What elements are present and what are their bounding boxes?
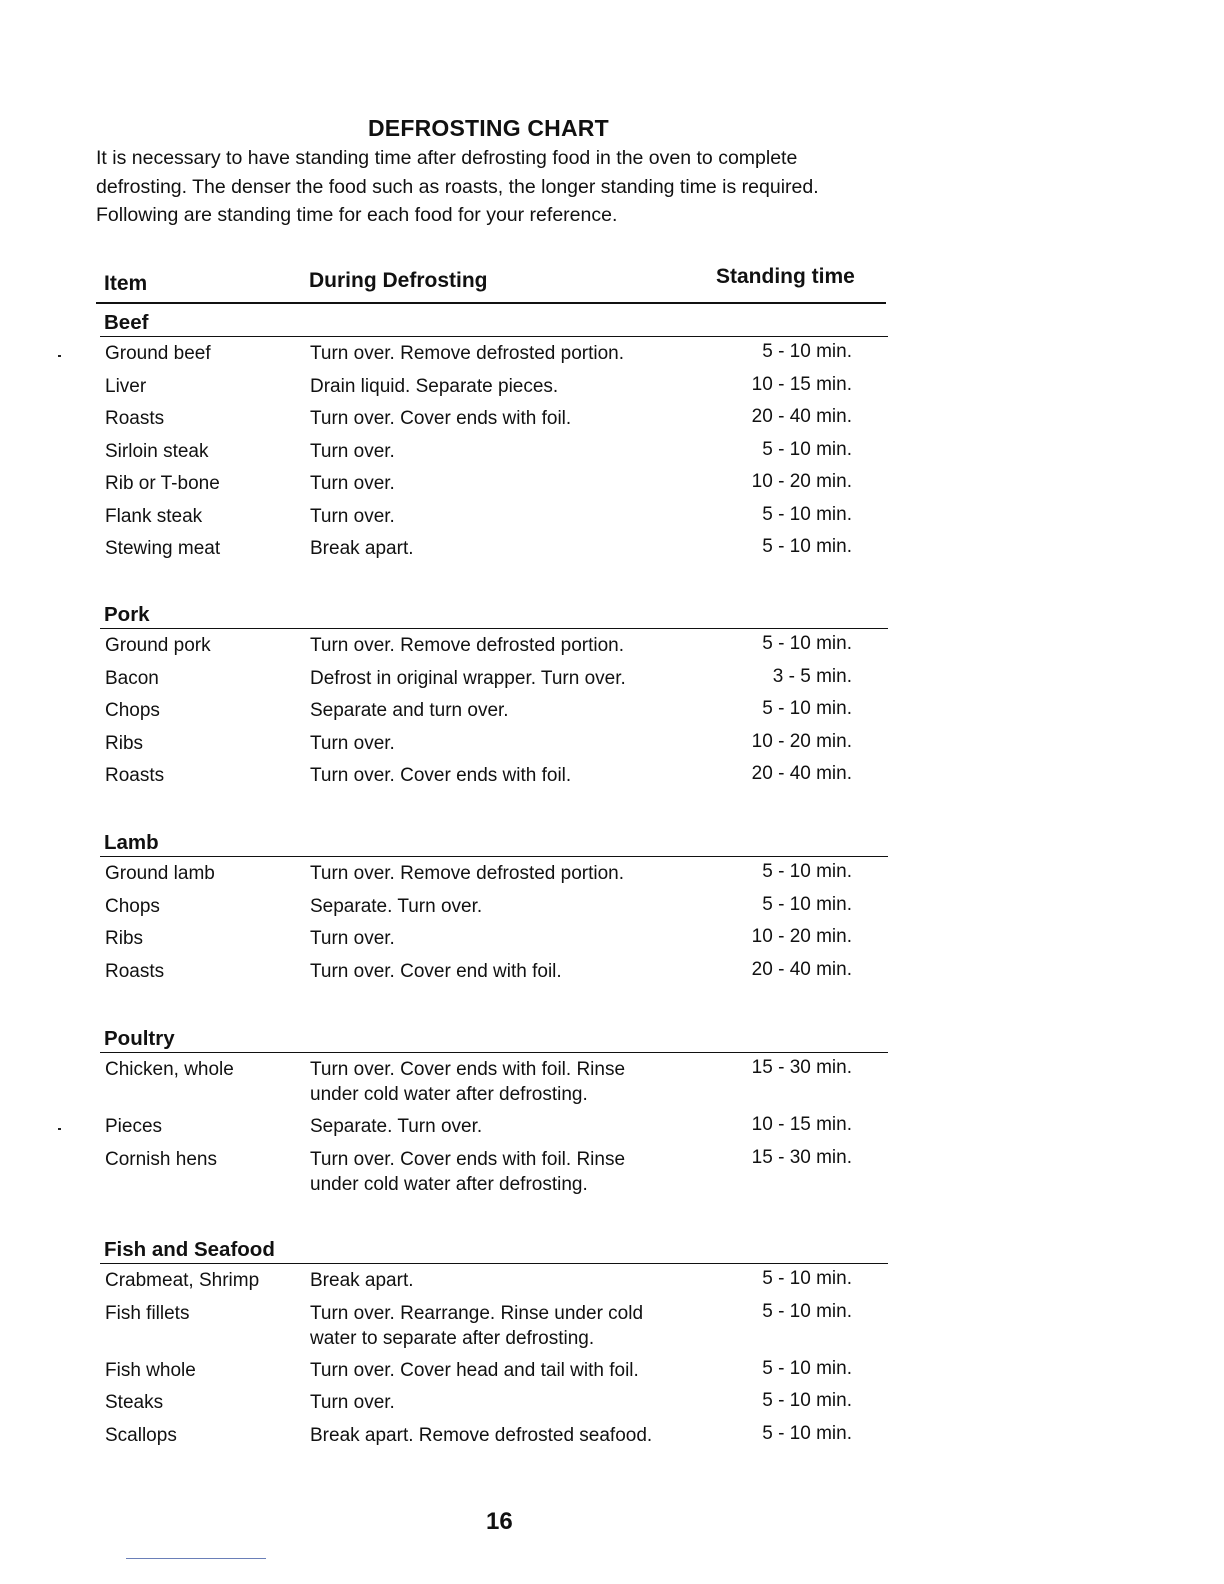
- during-defrosting-cell: [310, 763, 710, 788]
- instruction-line: Break apart.: [310, 1270, 414, 1291]
- item-cell: Roasts: [105, 408, 165, 429]
- during-defrosting-cell: [310, 471, 710, 496]
- standing-time-cell: 10 - 20 min.: [751, 471, 852, 492]
- standing-time-cell: 5 - 10 min.: [762, 893, 852, 915]
- table-row: [100, 1354, 888, 1387]
- column-headers: [96, 262, 886, 304]
- item-cell: Ribs: [105, 732, 144, 754]
- item-cell: Ribs: [105, 928, 144, 949]
- table-row: [100, 955, 888, 988]
- standing-time-cell: 5 - 10 min.: [762, 503, 852, 525]
- instruction-line: Separate and turn over.: [310, 700, 509, 721]
- item-cell: Stewing meat: [105, 538, 221, 559]
- item-cell: Rib or T-bone: [105, 473, 220, 494]
- standing-time-cell: 15 - 30 min.: [751, 1057, 852, 1078]
- during-defrosting-cell: [310, 504, 710, 529]
- during-defrosting-cell: [310, 536, 710, 561]
- intro-line: defrosting. The denser the food such as roasts, the longer standing time is required.: [96, 175, 819, 198]
- standing-time-cell: 5 - 10 min.: [762, 633, 852, 654]
- standing-time-cell: 5 - 10 min.: [762, 536, 852, 557]
- instruction-line: under cold water after defrosting.: [310, 1084, 588, 1105]
- during-defrosting-cell: [310, 341, 710, 366]
- table-row: [100, 500, 888, 533]
- item-cell: Fish fillets: [105, 1302, 190, 1324]
- item-cell: Roasts: [105, 765, 165, 786]
- instruction-line: Turn over.: [310, 1392, 395, 1413]
- standing-time-cell: 5 - 10 min.: [762, 1357, 852, 1379]
- standing-time-cell: 15 - 30 min.: [751, 1146, 852, 1168]
- instruction-line: Turn over.: [310, 440, 395, 462]
- standing-time-cell: 5 - 10 min.: [762, 698, 852, 719]
- table-row: [100, 1297, 888, 1354]
- instruction-line: Turn over. Cover ends with foil. Rinse: [310, 1148, 626, 1170]
- section-fish-and-seafood: [100, 1237, 888, 1451]
- during-defrosting-cell: [310, 926, 710, 951]
- standing-time-cell: 5 - 10 min.: [762, 861, 852, 882]
- table-row: [100, 857, 888, 890]
- instruction-line: Turn over. Remove defrosted portion.: [310, 343, 625, 364]
- table-row: [100, 727, 888, 760]
- header-standing-time: Standing time: [716, 265, 855, 288]
- item-cell: Chops: [105, 895, 160, 917]
- item-cell: Cornish hens: [105, 1148, 217, 1170]
- standing-time-cell: 20 - 40 min.: [751, 406, 852, 427]
- instruction-line: Turn over.: [310, 928, 395, 949]
- instruction-line: Turn over.: [310, 732, 395, 754]
- table-row: [100, 694, 888, 727]
- during-defrosting-cell: [310, 1147, 710, 1197]
- during-defrosting-cell: [310, 633, 710, 658]
- page-number: 16: [486, 1508, 513, 1535]
- table-row: [100, 1419, 888, 1452]
- instruction-line: Turn over. Cover end with foil.: [310, 960, 562, 982]
- instruction-line: Defrost in original wrapper. Turn over.: [310, 667, 626, 689]
- section-pork: [100, 602, 888, 792]
- standing-time-cell: 5 - 10 min.: [762, 1390, 852, 1411]
- section-poultry: [100, 1026, 888, 1200]
- instruction-line: Drain liquid. Separate pieces.: [310, 375, 559, 397]
- table-row: [100, 1143, 888, 1200]
- item-cell: Fish whole: [105, 1359, 196, 1381]
- during-defrosting-cell: [310, 1268, 710, 1293]
- table-row: [100, 662, 888, 695]
- item-cell: Pieces: [105, 1116, 163, 1137]
- standing-time-cell: 5 - 10 min.: [762, 438, 852, 460]
- section-title: Beef: [100, 310, 888, 337]
- intro-line: Following are standing time for each food for your reference.: [96, 204, 618, 226]
- item-cell: Ground beef: [105, 343, 211, 364]
- during-defrosting-cell: [310, 1114, 710, 1139]
- instruction-line: Turn over. Cover ends with foil.: [310, 765, 572, 786]
- item-cell: Ground lamb: [105, 863, 215, 884]
- during-defrosting-cell: [310, 1423, 710, 1448]
- standing-time-cell: 5 - 10 min.: [762, 1422, 852, 1444]
- standing-time-cell: 10 - 15 min.: [751, 1114, 852, 1135]
- during-defrosting-cell: [310, 439, 710, 464]
- standing-time-cell: 10 - 15 min.: [751, 373, 852, 395]
- standing-time-cell: 5 - 10 min.: [762, 1300, 852, 1322]
- during-defrosting-cell: [310, 666, 710, 691]
- standing-time-cell: 10 - 20 min.: [751, 730, 852, 752]
- instruction-line: Turn over. Cover ends with foil. Rinse: [310, 1059, 626, 1080]
- during-defrosting-cell: [310, 731, 710, 756]
- during-defrosting-cell: [310, 894, 710, 919]
- during-defrosting-cell: [310, 861, 710, 886]
- section-title: Poultry: [100, 1026, 888, 1053]
- instruction-line: Turn over. Remove defrosted portion.: [310, 863, 625, 884]
- standing-time-cell: 20 - 40 min.: [751, 763, 852, 784]
- page-title: DEFROSTING CHART: [368, 115, 609, 141]
- item-cell: Crabmeat, Shrimp: [105, 1270, 260, 1291]
- instruction-line: Turn over. Remove defrosted portion.: [310, 635, 625, 656]
- during-defrosting-cell: [310, 1390, 710, 1415]
- table-row: [100, 890, 888, 923]
- item-cell: Ground pork: [105, 635, 211, 656]
- table-row: [100, 435, 888, 468]
- item-cell: Liver: [105, 375, 147, 397]
- scan-speck: [58, 355, 61, 357]
- during-defrosting-cell: [310, 1358, 710, 1383]
- item-cell: Bacon: [105, 667, 159, 689]
- instruction-line: under cold water after defrosting.: [310, 1173, 588, 1195]
- during-defrosting-cell: [310, 1301, 710, 1351]
- section-title: Fish and Seafood: [100, 1237, 888, 1264]
- table-row: [100, 1110, 888, 1143]
- divider: [126, 1558, 266, 1559]
- table-row: [100, 337, 888, 370]
- instruction-line: Turn over. Cover head and tail with foil.: [310, 1359, 639, 1381]
- item-cell: Sirloin steak: [105, 440, 209, 462]
- standing-time-cell: 5 - 10 min.: [762, 341, 852, 362]
- item-cell: Steaks: [105, 1392, 164, 1413]
- item-cell: Chicken, whole: [105, 1059, 234, 1080]
- during-defrosting-cell: [310, 1057, 710, 1107]
- instruction-line: Turn over.: [310, 505, 395, 527]
- section-title: Lamb: [100, 830, 888, 857]
- instruction-line: water to separate after defrosting.: [310, 1327, 595, 1349]
- table-row: [100, 1053, 888, 1110]
- table-row: [100, 402, 888, 435]
- item-cell: Roasts: [105, 960, 165, 982]
- intro-line: It is necessary to have standing time after defrosting food in the oven to complete: [96, 147, 798, 169]
- item-cell: Chops: [105, 700, 160, 721]
- header-item: Item: [104, 272, 148, 295]
- instruction-line: Separate. Turn over.: [310, 1116, 483, 1137]
- instruction-line: Turn over.: [310, 473, 395, 494]
- instruction-line: Turn over. Cover ends with foil.: [310, 408, 572, 429]
- instruction-line: Separate. Turn over.: [310, 895, 483, 917]
- standing-time-cell: 10 - 20 min.: [751, 926, 852, 947]
- during-defrosting-cell: [310, 698, 710, 723]
- table-row: [100, 467, 888, 500]
- table-row: [100, 532, 888, 565]
- table-row: [100, 370, 888, 403]
- item-cell: Flank steak: [105, 505, 203, 527]
- instruction-line: Turn over. Rearrange. Rinse under cold: [310, 1302, 644, 1324]
- table-row: [100, 1386, 888, 1419]
- standing-time-cell: 20 - 40 min.: [751, 958, 852, 980]
- header-during-defrosting: During Defrosting: [309, 269, 488, 292]
- table-row: [100, 759, 888, 792]
- section-title: Pork: [100, 602, 888, 629]
- table-row: [100, 922, 888, 955]
- intro-paragraph: [96, 144, 896, 230]
- instruction-line: Break apart.: [310, 538, 414, 559]
- during-defrosting-cell: [310, 406, 710, 431]
- during-defrosting-cell: [310, 374, 710, 399]
- instruction-line: Break apart. Remove defrosted seafood.: [310, 1424, 653, 1446]
- section-lamb: [100, 830, 888, 987]
- during-defrosting-cell: [310, 959, 710, 984]
- scan-speck: [58, 1128, 61, 1130]
- table-row: [100, 629, 888, 662]
- item-cell: Scallops: [105, 1424, 177, 1446]
- section-beef: [100, 310, 888, 565]
- table-row: [100, 1264, 888, 1297]
- standing-time-cell: 5 - 10 min.: [762, 1268, 852, 1289]
- standing-time-cell: 3 - 5 min.: [772, 665, 852, 687]
